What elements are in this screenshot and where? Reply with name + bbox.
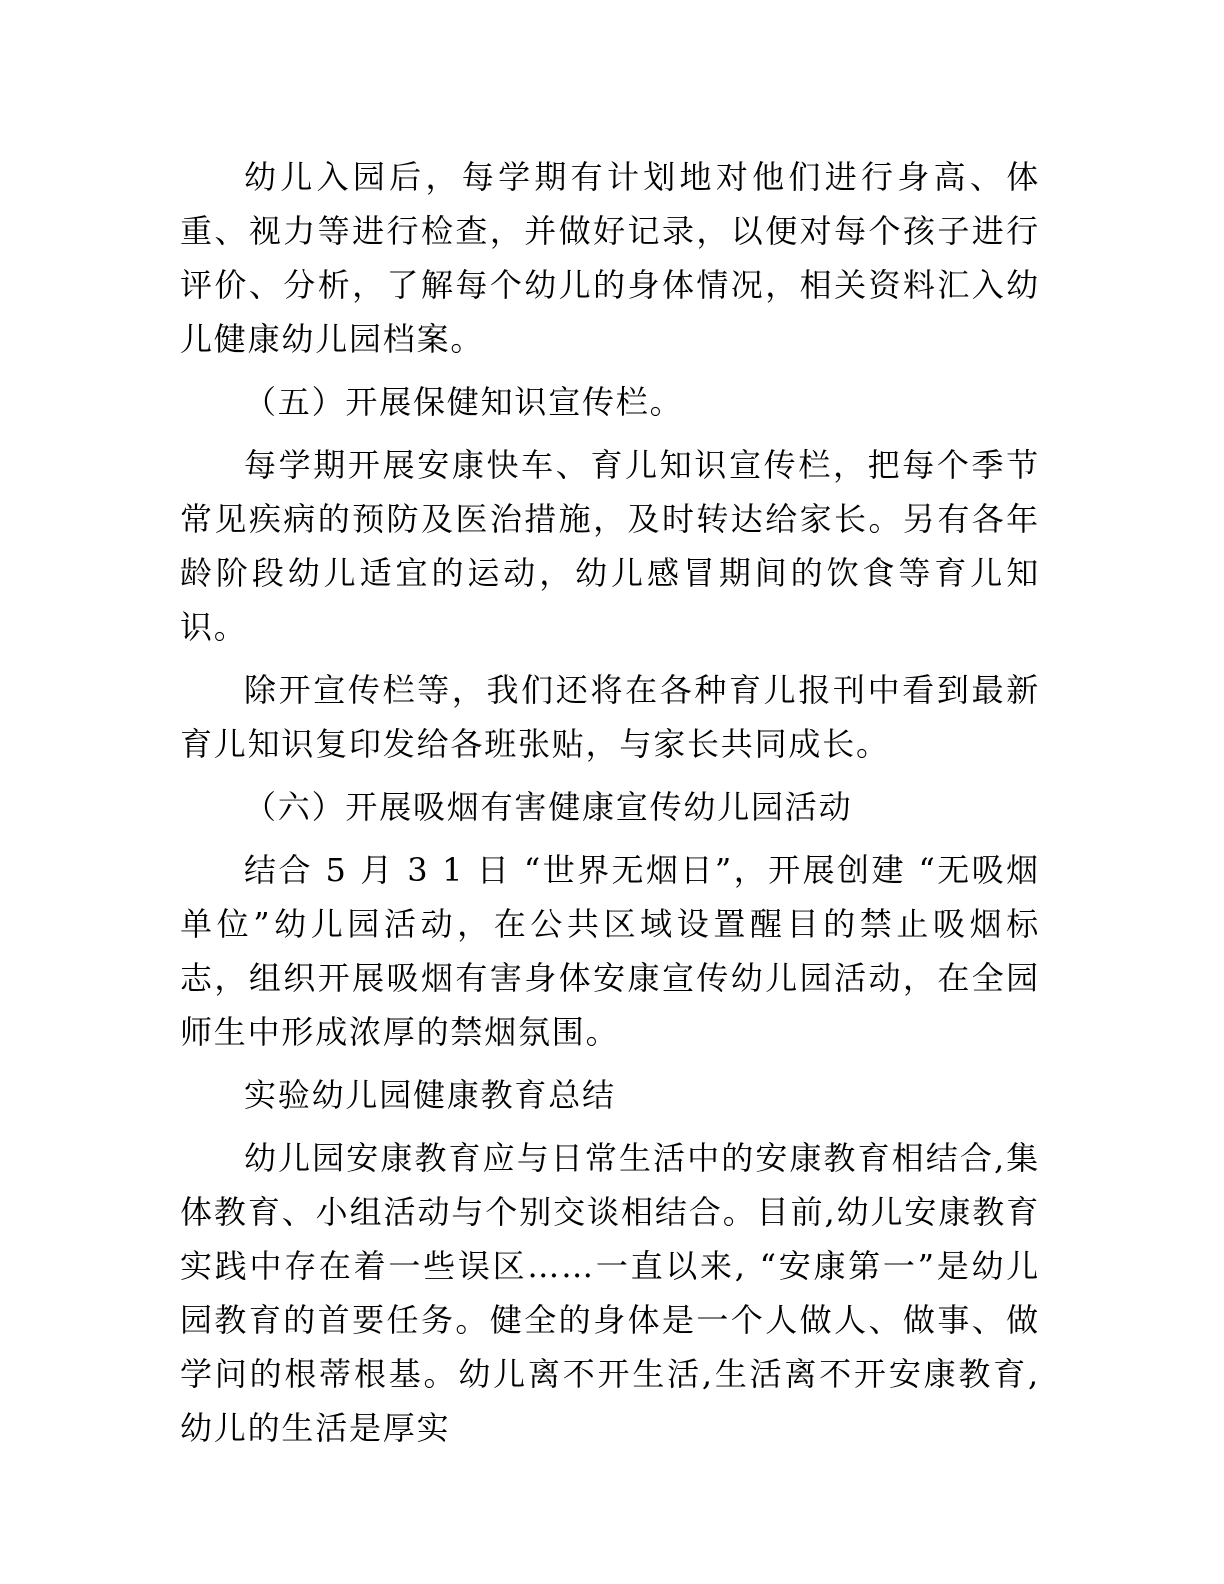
paragraph-copies: 除开宣传栏等，我们还将在各种育儿报刊中看到最新育儿知识复印发给各班张贴，与家长共同成长。 [180,671,1040,763]
section-heading-5: （五）开展保健知识宣传栏。 [244,383,684,421]
paragraph-no-smoking-day: 结合 5 月 3 1 日 “世界无烟日”，开展创建 “无吸烟单位”幼儿园活动，在公共区域设置醒目的禁止吸烟标志，组织开展吸烟有害身体安康宣传幼儿园活动，在全园师生中形成浓厚的禁烟氛围。 [180,851,1040,1051]
section-heading-6: （六）开展吸烟有害健康宣传幼儿园活动 [244,788,853,826]
paragraph-bulletin: 每学期开展安康快车、育儿知识宣传栏，把每个季节常见疾病的预防及医治措施，及时转达给家长。另有各年龄阶段幼儿适宜的运动，幼儿感冒期间的饮食等育儿知识。 [180,446,1040,646]
document-body [180,150,1040,1455]
paragraph-health-education: 幼儿园安康教育应与日常生活中的安康教育相结合,集体教育、小组活动与个别交谈相结合。目前,幼儿安康教育实践中存在着一些误区……一直以来, “安康第一”是幼儿园教育的首要任务。健全的身体是一个人做人、做事、做学问的根蒂根基。幼儿离不开生活,生活离不开安康教育,幼儿的生活是厚实 [180,1139,1040,1447]
document-title: 实验幼儿园健康教育总结 [244,1076,616,1114]
paragraph-health-check: 幼儿入园后，每学期有计划地对他们进行身高、体重、视力等进行检查，并做好记录，以便对每个孩子进行评价、分析，了解每个幼儿的身体情况，相关资料汇入幼儿健康幼儿园档案。 [180,158,1040,358]
